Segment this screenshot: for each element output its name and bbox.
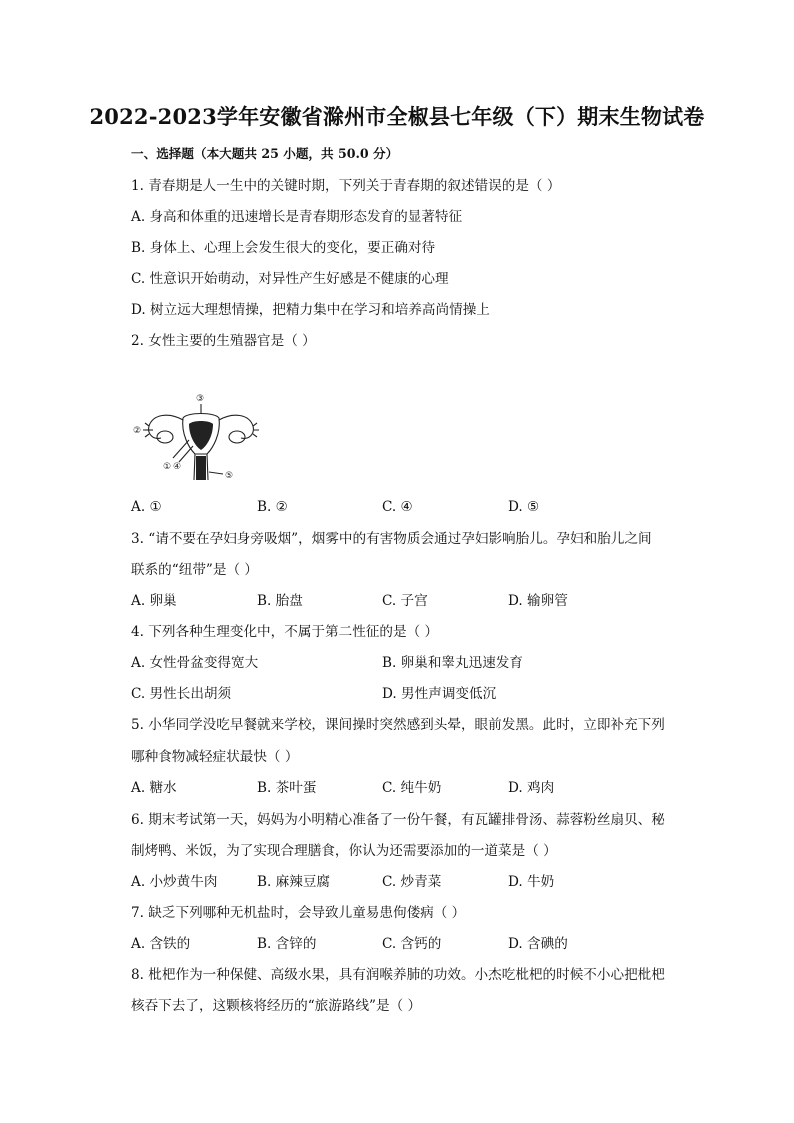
question-6-stem-line-2: 制烤鸭、米饭，为了实现合理膳食，你认为还需要添加的一道菜是（ ） — [131, 843, 557, 859]
page-title: 2022-2023学年安徽省滁州市全椒县七年级（下）期末生物试卷 — [89, 104, 705, 129]
question-4-option-d: D. 男性声调变低沉 — [382, 686, 497, 702]
question-7-option-b: B. 含锌的 — [257, 936, 317, 952]
question-1-option-d: D. 树立远大理想情操，把精力集中在学习和培养高尚情操上 — [131, 302, 490, 318]
question-8-stem-line-2: 核吞下去了，这颗核将经历的“旅游路线”是（ ） — [131, 998, 422, 1014]
question-7-stem: 7. 缺乏下列哪种无机盐时，会导致儿童易患佝偻病（ ） — [131, 905, 466, 921]
question-1-option-a: A. 身高和体重的迅速增长是青春期形态发育的显著特征 — [131, 209, 463, 225]
figure-label-4: ④ — [173, 462, 182, 472]
figure-label-2: ② — [133, 426, 142, 436]
question-3-option-c: C. 子宫 — [382, 593, 428, 609]
figure-label-3: ③ — [196, 394, 205, 404]
question-4-option-c: C. 男性长出胡须 — [131, 686, 232, 702]
female-reproductive-system-figure — [131, 390, 271, 490]
question-4-option-a: A. 女性骨盆变得宽大 — [131, 655, 259, 671]
question-6-option-a: A. 小炒黄牛肉 — [131, 874, 218, 890]
section-heading: 一、选择题（本大题共 25 小题，共 50.0 分） — [131, 146, 399, 161]
question-2-stem: 2. 女性主要的生殖器官是（ ） — [131, 333, 316, 349]
question-1-option-b: B. 身体上、心理上会发生很大的变化，要正确对待 — [131, 240, 436, 256]
question-7-option-a: A. 含铁的 — [131, 936, 191, 952]
question-5-option-d: D. 鸡肉 — [508, 780, 555, 796]
question-3-option-b: B. 胎盘 — [257, 593, 303, 609]
question-8-stem-line-1: 8. 枇杷作为一种保健、高级水果，具有润喉养肺的功效。小杰吃枇杷的时候不小心把枇杷 — [131, 967, 665, 983]
question-2-option-c: C. ④ — [382, 499, 413, 515]
question-2-option-b: B. ② — [257, 499, 288, 515]
question-5-stem-line-1: 5. 小华同学没吃早餐就来学校，课间操时突然感到头晕，眼前发黑。此时，立即补充下列 — [131, 717, 665, 733]
question-6-stem-line-1: 6. 期末考试第一天，妈妈为小明精心准备了一份午餐，有瓦罐排骨汤、蒜蓉粉丝扇贝、秘 — [131, 812, 665, 828]
question-4-option-b: B. 卵巢和睾丸迅速发育 — [382, 655, 523, 671]
question-3-option-d: D. 输卵管 — [508, 593, 568, 609]
question-6-option-c: C. 炒青菜 — [382, 874, 442, 890]
question-1-stem: 1. 青春期是人一生中的关键时期，下列关于青春期的叙述错误的是（ ） — [131, 178, 561, 194]
question-2-option-a: A. ① — [131, 499, 162, 515]
question-4-stem: 4. 下列各种生理变化中，不属于第二性征的是（ ） — [131, 624, 439, 640]
question-1-option-c: C. 性意识开始萌动，对异性产生好感是不健康的心理 — [131, 271, 449, 287]
question-5-stem-line-2: 哪种食物减轻症状最快（ ） — [131, 749, 299, 765]
question-5-option-c: C. 纯牛奶 — [382, 780, 442, 796]
question-3-option-a: A. 卵巢 — [131, 593, 177, 609]
question-5-option-a: A. 糖水 — [131, 780, 177, 796]
figure-label-1: ① — [163, 462, 172, 472]
question-7-option-d: D. 含碘的 — [508, 936, 568, 952]
question-6-option-b: B. 麻辣豆腐 — [257, 874, 331, 890]
figure-label-5: ⑤ — [225, 471, 234, 481]
question-5-option-b: B. 茶叶蛋 — [257, 780, 317, 796]
question-7-option-c: C. 含钙的 — [382, 936, 442, 952]
question-2-option-d: D. ⑤ — [508, 499, 540, 515]
question-3-stem-line-1: 3. “请不要在孕妇身旁吸烟”，烟雾中的有害物质会通过孕妇影响胎儿。孕妇和胎儿之间 — [131, 531, 652, 547]
question-3-stem-line-2: 联系的“纽带”是（ ） — [131, 562, 258, 578]
question-6-option-d: D. 牛奶 — [508, 874, 555, 890]
